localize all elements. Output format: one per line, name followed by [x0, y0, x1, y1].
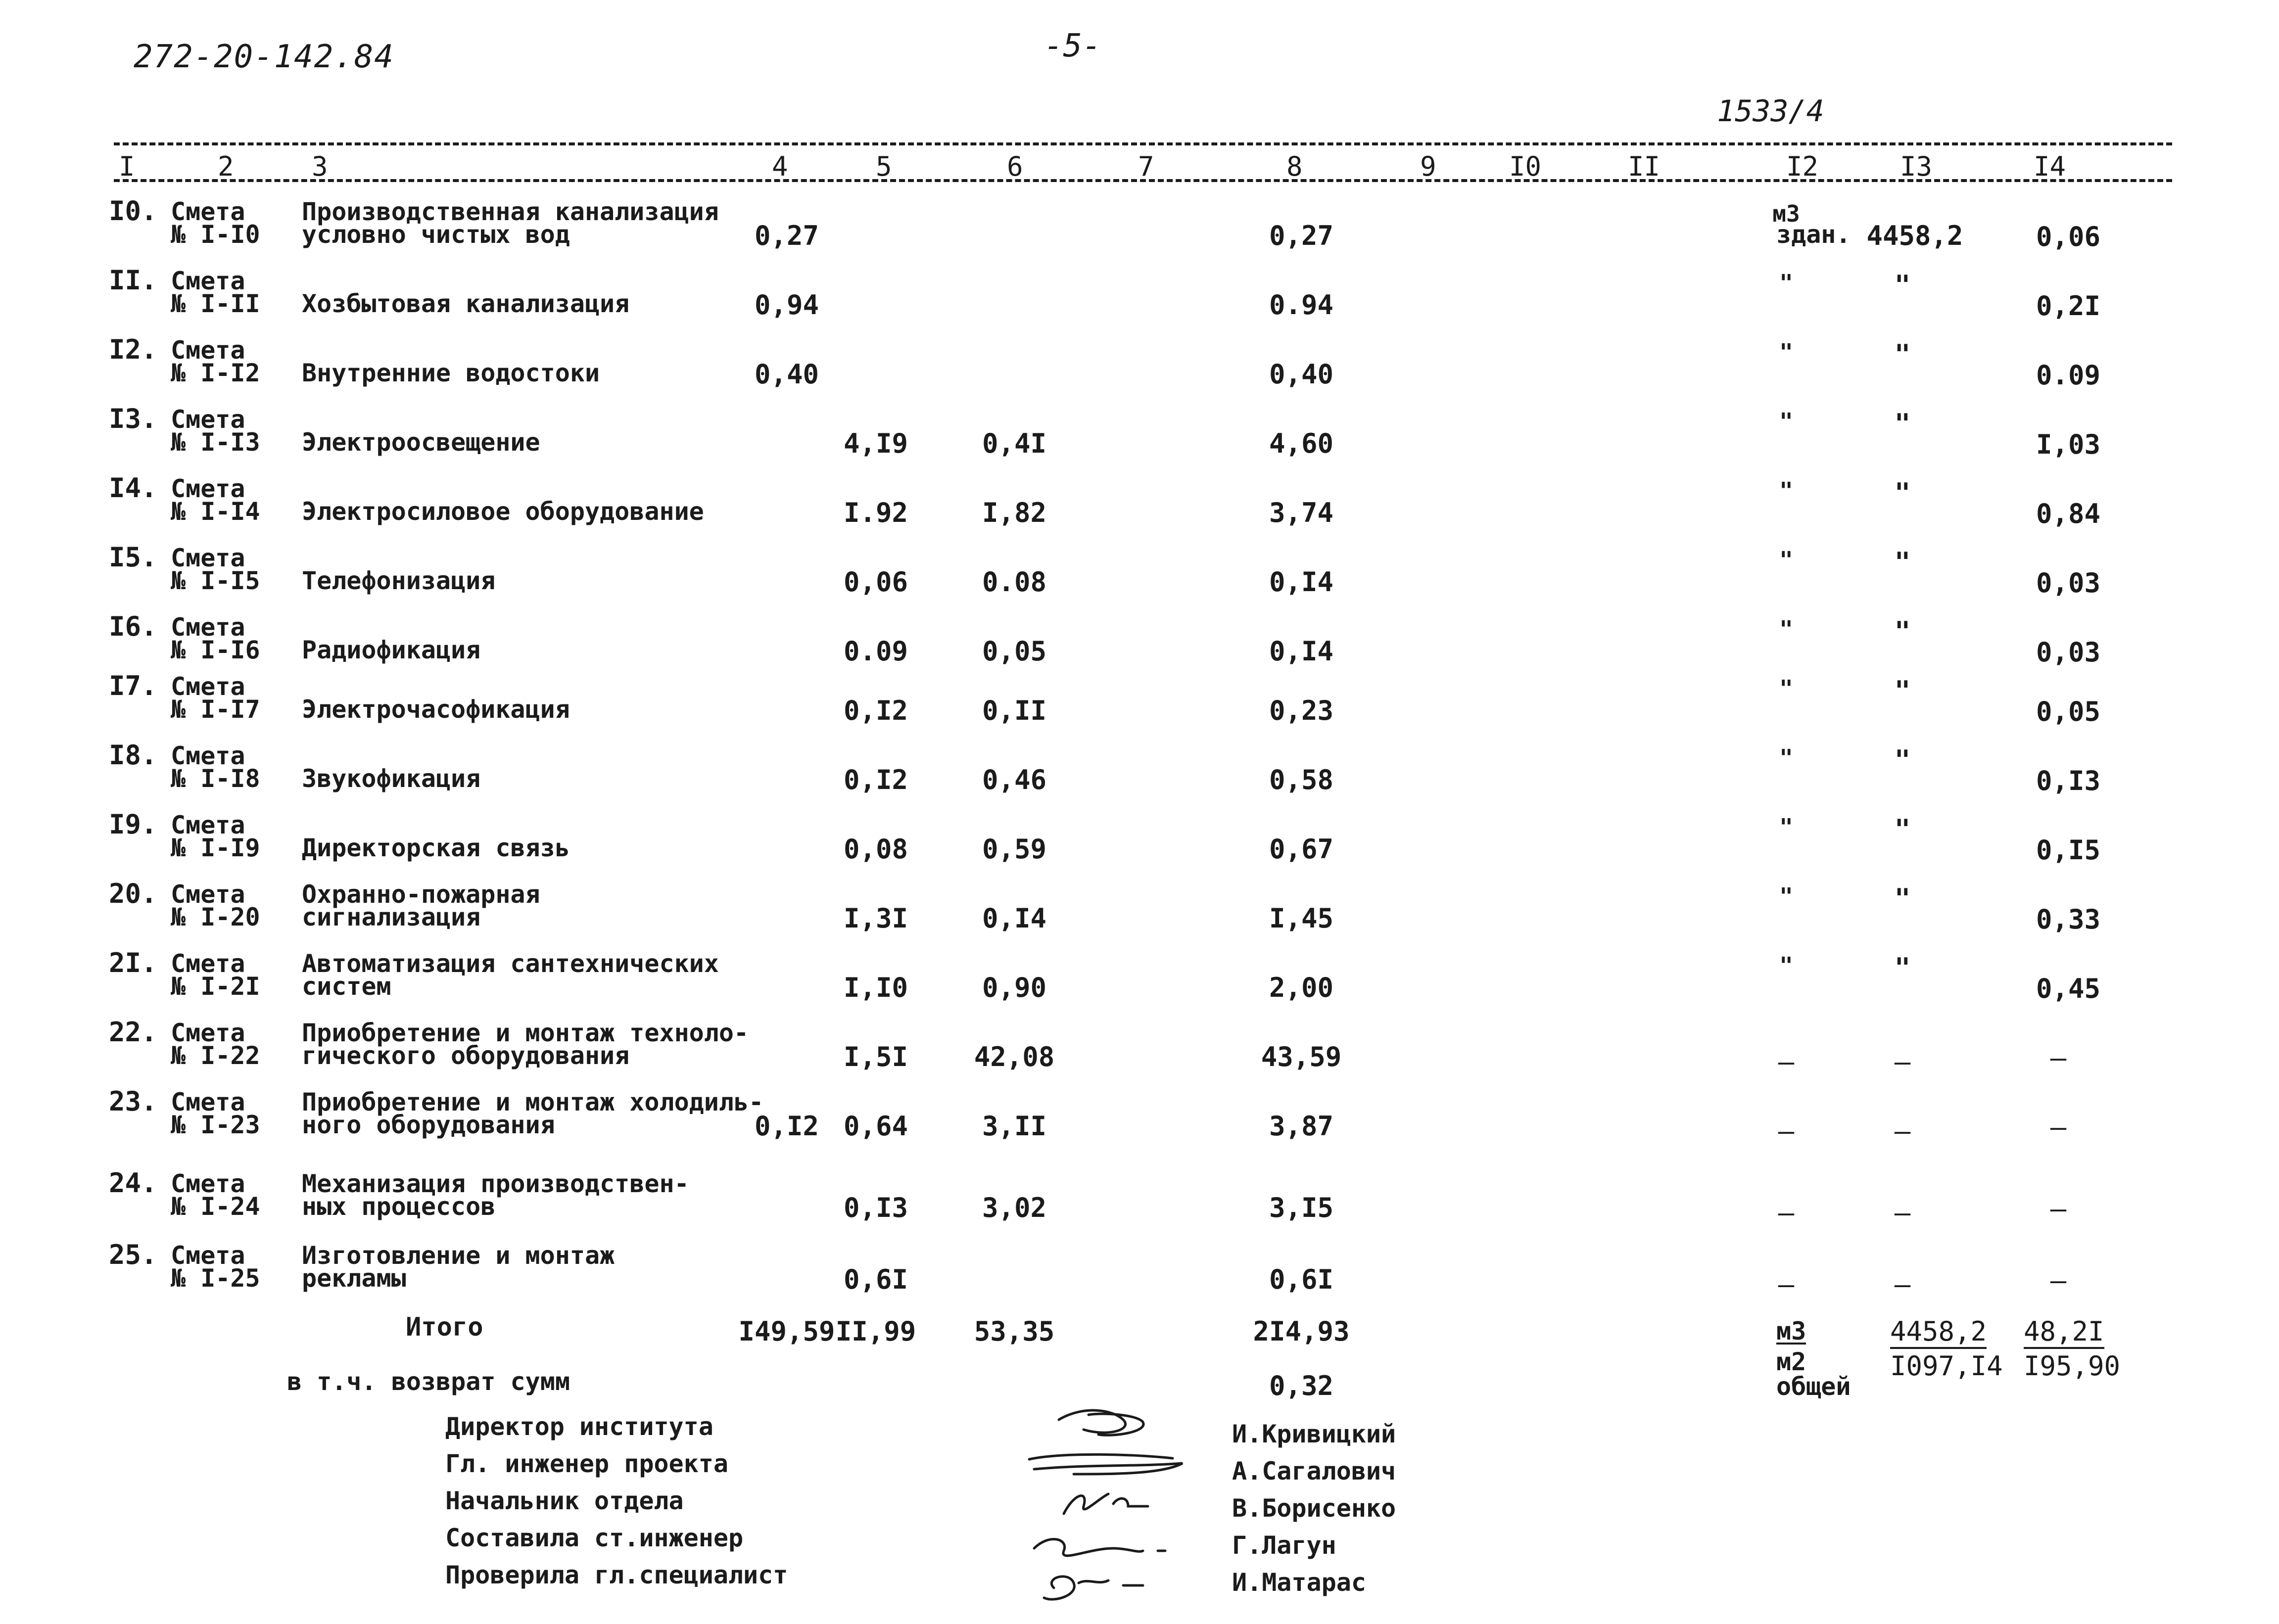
- cell-col5: 0,I2: [843, 764, 908, 795]
- work-name-line2: сигнализация: [302, 903, 481, 931]
- cell-col13: –: [1894, 1269, 1911, 1300]
- work-name-line2: Радиофикация: [302, 636, 481, 664]
- cell-col13: ": [1894, 744, 1911, 776]
- cell-col13: ": [1894, 952, 1911, 983]
- work-name-line1: Приобретение и монтаж холодиль-: [302, 1088, 764, 1116]
- cell-col14: 0,05: [2036, 696, 2101, 727]
- estimate-label: Смета: [171, 267, 245, 295]
- cell-col14: –: [2050, 1265, 2067, 1296]
- total-unit-note: общей: [1776, 1372, 1851, 1401]
- cell-col14: 0,45: [2036, 973, 2101, 1004]
- col-header: I4: [2034, 151, 2066, 182]
- cell-col8: 43,59: [1261, 1041, 1342, 1072]
- cell-col6: 0,90: [982, 972, 1047, 1003]
- work-name-line2: Внутренние водостоки: [302, 359, 600, 387]
- cell-col12: ": [1779, 883, 1793, 910]
- signatory-name: В.Борисенко: [1232, 1494, 1396, 1523]
- cell-col12: –: [1778, 1197, 1795, 1228]
- estimate-number: № I-I2: [171, 359, 260, 387]
- cell-col4: 0,94: [754, 289, 819, 321]
- estimate-label: Смета: [171, 336, 245, 365]
- row-number: II.: [109, 265, 157, 296]
- cell-col13: ": [1894, 547, 1911, 578]
- total-label: Итого: [406, 1312, 483, 1342]
- cell-col14: –: [2050, 1193, 2067, 1224]
- cell-col12: –: [1778, 1269, 1795, 1300]
- row-number: I8.: [109, 740, 157, 771]
- header-top-rule: [114, 142, 2172, 145]
- signatory-name: И.Кривицкий: [1232, 1420, 1396, 1448]
- cell-col14: –: [2050, 1112, 2067, 1143]
- cell-col14: 0,03: [2036, 637, 2101, 668]
- signature-title: Начальник отдела: [445, 1486, 684, 1515]
- estimate-label: Смета: [171, 1241, 245, 1270]
- cell-col8: 3,87: [1269, 1111, 1334, 1142]
- row-number: 23.: [109, 1086, 157, 1117]
- estimate-label: Смета: [171, 1169, 245, 1198]
- cell-col14: 0,84: [2036, 498, 2101, 529]
- estimate-label: Смета: [171, 811, 245, 839]
- cell-col5: 0,I3: [843, 1192, 908, 1223]
- cell-col14: –: [2050, 1042, 2067, 1073]
- estimate-number: № I-I5: [171, 566, 260, 595]
- estimate-label: Смета: [171, 544, 245, 572]
- handwritten-signatures-image: [1014, 1400, 1212, 1608]
- cell-col13: ": [1894, 883, 1911, 914]
- document-code: 272-20-142.84: [134, 39, 394, 75]
- cell-col6: 0,46: [982, 764, 1047, 795]
- estimate-number: № I-II: [171, 289, 260, 318]
- cell-col13: ": [1894, 616, 1911, 647]
- cell-col8: 0,23: [1269, 695, 1334, 726]
- col-header: 2: [218, 151, 234, 182]
- total-col13-top: 4458,2: [1890, 1316, 1987, 1349]
- row-number: 24.: [109, 1167, 157, 1199]
- cell-col13: ": [1894, 339, 1911, 370]
- signatory-name: А.Сагалович: [1232, 1457, 1396, 1485]
- col-header: II: [1628, 151, 1661, 182]
- cell-col5: 4,I9: [843, 428, 908, 459]
- cell-col12: ": [1779, 616, 1793, 643]
- cell-col14: 0,I3: [2036, 765, 2101, 796]
- signature-title: Директор института: [445, 1412, 713, 1441]
- cell-col5: 0.09: [843, 636, 908, 667]
- cell-col8: 0,I4: [1269, 636, 1334, 667]
- row-number: 25.: [109, 1239, 157, 1270]
- col-header: 8: [1286, 151, 1303, 182]
- work-name-line2: условно чистых вод: [302, 220, 570, 249]
- estimate-number: № I-2I: [171, 972, 260, 1001]
- col-header: 4: [772, 151, 788, 182]
- cell-col5: 0,08: [843, 834, 908, 865]
- total-col13-bottom: I097,I4: [1890, 1350, 2003, 1382]
- work-name-line2: Электросиловое оборудование: [302, 497, 704, 526]
- estimate-number: № I-22: [171, 1041, 260, 1070]
- cell-col4: 0,I2: [754, 1111, 819, 1142]
- cell-col14: 0,I5: [2036, 835, 2101, 866]
- work-name-line1: Изготовление и монтаж: [302, 1241, 615, 1270]
- cell-col13: ": [1894, 814, 1911, 845]
- cell-col8: 0,40: [1269, 359, 1334, 390]
- cell-col14: 0,06: [2036, 221, 2101, 252]
- work-name-line2: ного оборудования: [302, 1111, 555, 1139]
- refund-col8: 0,32: [1269, 1370, 1334, 1401]
- estimate-label: Смета: [171, 405, 245, 434]
- total-col6: 53,35: [974, 1316, 1055, 1347]
- cell-col5: 0,I2: [843, 695, 908, 726]
- cell-col13: –: [1894, 1115, 1911, 1147]
- work-name-line2: Электрочасофикация: [302, 695, 570, 724]
- estimate-label: Смета: [171, 474, 245, 503]
- cell-col6: 0,05: [982, 636, 1047, 667]
- cell-col12: ": [1779, 547, 1793, 573]
- row-number: 22.: [109, 1017, 157, 1048]
- cell-col8: 3,I5: [1269, 1192, 1334, 1223]
- cell-col12: –: [1778, 1046, 1795, 1077]
- cell-col12: ": [1779, 952, 1793, 979]
- page-number: -5-: [1044, 28, 1101, 64]
- cell-col12: ": [1779, 270, 1793, 296]
- total-col8: 2I4,93: [1253, 1316, 1350, 1347]
- total-col5: II,99: [835, 1316, 916, 1347]
- col-header: 6: [1007, 151, 1023, 182]
- cell-col8: 0,27: [1269, 220, 1334, 251]
- refund-label: в т.ч. возврат сумм: [287, 1367, 570, 1396]
- cell-col13: –: [1894, 1046, 1911, 1077]
- cell-col13: ": [1894, 675, 1911, 706]
- cell-col13: –: [1894, 1197, 1911, 1228]
- estimate-label: Смета: [171, 613, 245, 642]
- work-name-line2: систем: [302, 972, 391, 1001]
- estimate-label: Смета: [171, 949, 245, 978]
- row-number: 2I.: [109, 947, 157, 978]
- cell-col13: ": [1894, 270, 1911, 301]
- cell-col8: 0,58: [1269, 764, 1334, 795]
- cell-col12: ": [1779, 408, 1793, 435]
- estimate-number: № I-I0: [171, 220, 260, 249]
- row-number: 20.: [109, 878, 157, 909]
- signature-title: Гл. инженер проекта: [445, 1449, 728, 1478]
- cell-col4: 0,27: [754, 220, 819, 251]
- row-number: I0.: [109, 195, 157, 227]
- signatory-name: Г.Лагун: [1232, 1531, 1336, 1560]
- signature-title: Проверила гл.специалист: [445, 1561, 788, 1589]
- total-col4: I49,59: [738, 1316, 835, 1347]
- estimate-label: Смета: [171, 672, 245, 701]
- col-header: I0: [1509, 151, 1542, 182]
- cell-col5: I,3I: [843, 903, 908, 934]
- cell-col6: 0,59: [982, 834, 1047, 865]
- cell-col14: I,03: [2036, 429, 2101, 460]
- cell-col14: 0,2I: [2036, 290, 2101, 322]
- cell-col8: 3,74: [1269, 497, 1334, 528]
- cell-col6: I,82: [982, 497, 1047, 528]
- cell-col12: –: [1778, 1115, 1795, 1147]
- cell-col13: ": [1894, 477, 1911, 509]
- estimate-label: Смета: [171, 197, 245, 226]
- cell-col8: 0,I4: [1269, 566, 1334, 598]
- work-name-line1: Приобретение и монтаж техноло-: [302, 1019, 749, 1047]
- cell-col6: 0.08: [982, 566, 1047, 598]
- work-name-line2: гического оборудования: [302, 1041, 630, 1070]
- col-header: 3: [312, 151, 328, 182]
- cell-col8: 0,67: [1269, 834, 1334, 865]
- total-col14-top: 48,2I: [2024, 1316, 2104, 1349]
- estimate-number: № I-I7: [171, 695, 260, 724]
- cell-col6: 3,02: [982, 1192, 1047, 1223]
- signature-title: Составила ст.инженер: [445, 1524, 744, 1552]
- work-name-line1: Охранно-пожарная: [302, 880, 540, 909]
- cell-col5: 0,64: [843, 1111, 908, 1142]
- cell-col14: 0,03: [2036, 567, 2101, 599]
- cell-col6: 0,II: [982, 695, 1047, 726]
- cell-col4: 0,40: [754, 359, 819, 390]
- work-name-line2: Телефонизация: [302, 566, 496, 595]
- row-number: I2.: [109, 334, 157, 365]
- estimate-number: № I-25: [171, 1264, 260, 1293]
- total-unit-top: м3: [1776, 1317, 1806, 1346]
- work-name-line1: Автоматизация сантехнических: [302, 949, 719, 978]
- cell-col13: ": [1894, 408, 1911, 439]
- estimate-label: Смета: [171, 1088, 245, 1116]
- work-name-line2: рекламы: [302, 1264, 406, 1293]
- estimate-label: Смета: [171, 1019, 245, 1047]
- work-name-line2: Хозбытовая канализация: [302, 289, 630, 318]
- work-name-line1: Механизация производствен-: [302, 1169, 689, 1198]
- cell-col14: 0,33: [2036, 904, 2101, 935]
- cell-col6: 3,II: [982, 1111, 1047, 1142]
- work-name-line2: Звукофикация: [302, 764, 481, 793]
- row-number: I7.: [109, 670, 157, 701]
- col-header: 9: [1420, 151, 1436, 182]
- row-number: I4.: [109, 472, 157, 504]
- cell-col13: 4458,2: [1866, 220, 1963, 251]
- signatory-name: И.Матарас: [1232, 1568, 1366, 1597]
- sheet-number: 1533/4: [1717, 94, 1824, 129]
- cell-col12: ": [1779, 675, 1793, 702]
- cell-col5: 0,6I: [843, 1264, 908, 1295]
- row-number: I3.: [109, 403, 157, 434]
- cell-col12: ": [1779, 744, 1793, 771]
- row-number: I9.: [109, 809, 157, 840]
- cell-col8: 4,60: [1269, 428, 1334, 459]
- cell-col14: 0.09: [2036, 360, 2101, 391]
- cell-col8: 2,00: [1269, 972, 1334, 1003]
- cell-col12: ": [1779, 339, 1793, 366]
- estimate-number: № I-I3: [171, 428, 260, 457]
- work-name-line2: ных процессов: [302, 1192, 496, 1221]
- col-header: I2: [1786, 151, 1819, 182]
- total-unit-bottom: м2: [1776, 1347, 1806, 1376]
- cell-col5: I.92: [843, 497, 908, 528]
- cell-col8: 0,6I: [1269, 1264, 1334, 1295]
- col-header: I3: [1900, 151, 1933, 182]
- cell-col5: I,5I: [843, 1041, 908, 1072]
- cell-col12: ": [1779, 814, 1793, 840]
- cell-col8: I,45: [1269, 903, 1334, 934]
- cell-col6: 0,4I: [982, 428, 1047, 459]
- col-header: 7: [1138, 151, 1154, 182]
- row-number: I6.: [109, 611, 157, 642]
- cell-col8: 0.94: [1269, 289, 1334, 321]
- estimate-number: № I-I8: [171, 764, 260, 793]
- estimate-number: № I-20: [171, 903, 260, 931]
- estimate-number: № I-I4: [171, 497, 260, 526]
- estimate-label: Смета: [171, 880, 245, 909]
- cell-col12: ": [1779, 477, 1793, 504]
- estimate-number: № I-I6: [171, 636, 260, 664]
- cell-col12-unit: здан.: [1776, 220, 1851, 249]
- work-name-line2: Директорская связь: [302, 834, 570, 862]
- work-name-line1: Производственная канализация: [302, 197, 719, 226]
- row-number: I5.: [109, 542, 157, 573]
- col-header: 5: [876, 151, 892, 182]
- cell-col5: 0,06: [843, 566, 908, 598]
- work-name-line2: Электроосвещение: [302, 428, 540, 457]
- estimate-number: № I-24: [171, 1192, 260, 1221]
- cell-col5: I,I0: [843, 972, 908, 1003]
- cell-col12: м3: [1772, 200, 1800, 227]
- estimate-label: Смета: [171, 742, 245, 770]
- estimate-number: № I-23: [171, 1111, 260, 1139]
- total-col14-bottom: I95,90: [2024, 1350, 2121, 1382]
- cell-col6: 42,08: [974, 1041, 1055, 1072]
- col-header: I: [119, 151, 135, 182]
- estimate-number: № I-I9: [171, 834, 260, 862]
- cell-col6: 0,I4: [982, 903, 1047, 934]
